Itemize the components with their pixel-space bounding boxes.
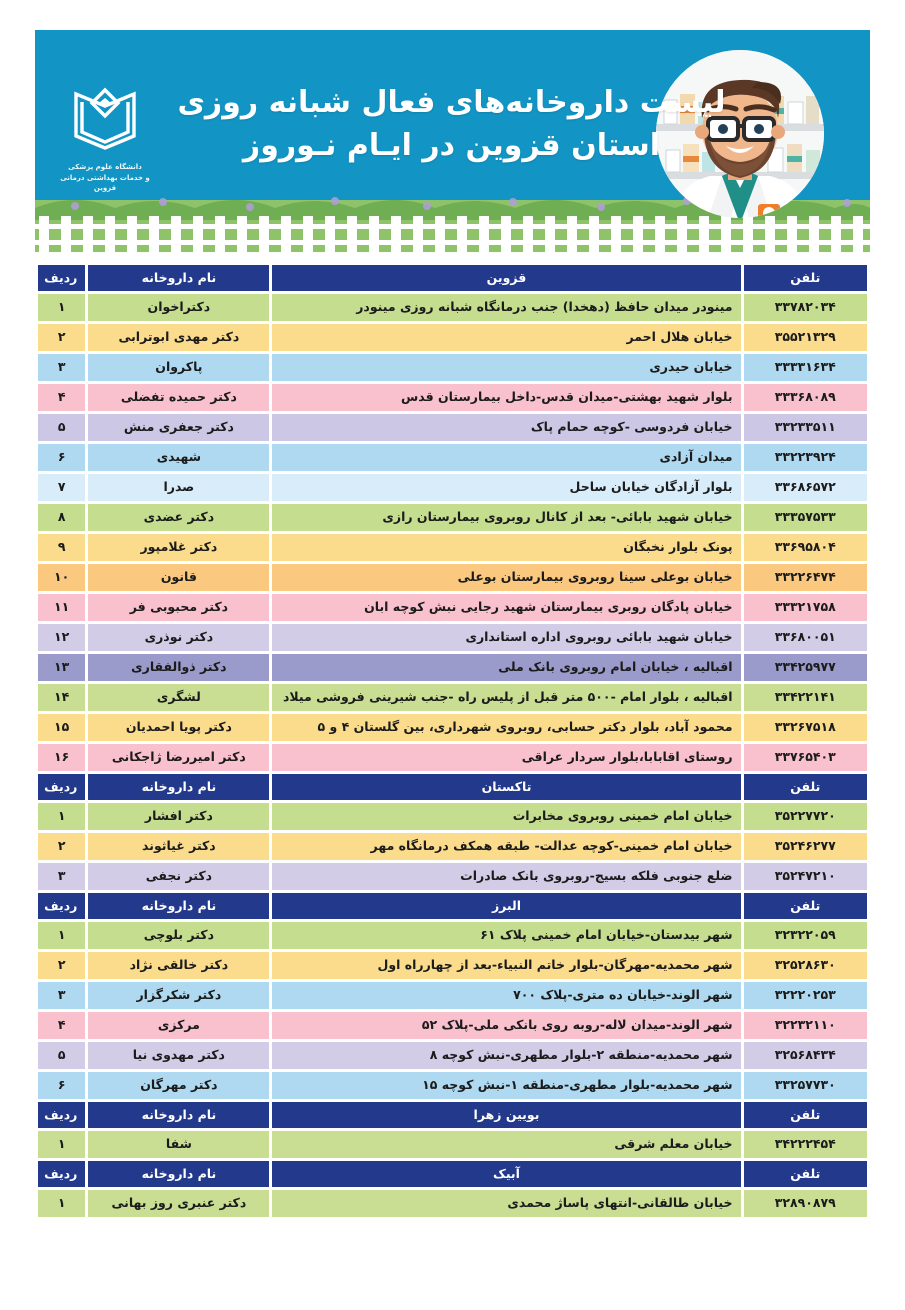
pharmacy-tables — [35, 262, 870, 1220]
cell-row-number: ۴ — [38, 1012, 85, 1039]
cell-pharmacy-name: دکتر نوذری — [88, 624, 269, 651]
university-logo — [57, 78, 153, 200]
column-header-name: نام داروخانه — [88, 774, 269, 800]
cell-pharmacy-name: دکتر شکرگزار — [88, 982, 269, 1009]
cell-pharmacy-name: شهیدی — [88, 444, 269, 471]
cell-address: شهر محمدیه-منطقه ۲-بلوار مطهری-نبش کوچه ۸ — [272, 1042, 740, 1069]
cell-address: خیابان معلم شرقی — [272, 1131, 740, 1158]
table-row[interactable] — [38, 803, 867, 830]
cell-phone: ۳۲۲۳۲۱۱۰ — [744, 1012, 867, 1039]
table-row[interactable] — [38, 833, 867, 860]
cell-row-number: ۴ — [38, 384, 85, 411]
table-row[interactable] — [38, 594, 867, 621]
section-city-title: قزوین — [272, 265, 740, 291]
cell-address: اقبالیه ، بلوار امام -۵۰۰ متر قبل از پلیس راه -جنب شیرینی فروشی میلاد — [272, 684, 740, 711]
table-row[interactable] — [38, 504, 867, 531]
cell-address: خیابان شهید بابائی روبروی اداره استانداری — [272, 624, 740, 651]
cell-pharmacy-name: دکتر امیررضا ژاجکانی — [88, 744, 269, 771]
table-row[interactable] — [38, 654, 867, 681]
table-row[interactable] — [38, 444, 867, 471]
cell-address: روستای اقابابا،بلوار سردار عراقی — [272, 744, 740, 771]
table-row[interactable] — [38, 384, 867, 411]
cell-address: خیابان طالقانی-انتهای پاساژ محمدی — [272, 1190, 740, 1217]
table-row[interactable] — [38, 714, 867, 741]
university-logo-caption: دانشگاه علوم پزشکی و خدمات بهداشتی درمانی قزوین — [60, 163, 150, 192]
cell-address: خیابان شهید بابائی- بعد از کانال روبروی بیمارستان رازی — [272, 504, 740, 531]
cell-row-number: ۱ — [38, 294, 85, 321]
cell-phone: ۳۳۳۲۱۷۵۸ — [744, 594, 867, 621]
infographic-page — [0, 30, 905, 1310]
column-header-tel: تلفن — [744, 893, 867, 919]
table-row[interactable] — [38, 474, 867, 501]
cell-pharmacy-name: دکتر بلوچی — [88, 922, 269, 949]
cell-phone: ۳۲۵۶۸۴۳۴ — [744, 1042, 867, 1069]
cell-address: شهر محمدیه-بلوار مطهری-منطقه ۱-نبش کوچه ۱۵ — [272, 1072, 740, 1099]
header-banner — [35, 30, 870, 252]
section-header-row — [38, 265, 867, 291]
cell-address: شهر محمدیه-مهرگان-بلوار خاتم النبیاء-بعد از چهارراه اول — [272, 952, 740, 979]
cell-row-number: ۹ — [38, 534, 85, 561]
column-header-tel: تلفن — [744, 774, 867, 800]
cell-address: ضلع جنوبی فلکه بسیج-روبروی بانک صادرات — [272, 863, 740, 890]
cell-address: بلوار شهید بهشتی-میدان قدس-داخل بیمارستان قدس — [272, 384, 740, 411]
cell-row-number: ۳ — [38, 982, 85, 1009]
cell-phone: ۳۳۴۲۲۱۴۱ — [744, 684, 867, 711]
cell-address: خیابان هلال احمر — [272, 324, 740, 351]
cell-pharmacy-name: دکتر نجفی — [88, 863, 269, 890]
cell-phone: ۳۳۲۶۷۵۱۸ — [744, 714, 867, 741]
cell-address: پونک بلوار نخبگان — [272, 534, 740, 561]
cell-phone: ۳۳۶۸۶۵۷۲ — [744, 474, 867, 501]
cell-phone: ۳۲۲۲۰۲۵۳ — [744, 982, 867, 1009]
cell-address: محمود آباد، بلوار دکتر حسابی، روبروی شهرداری، بین گلستان ۴ و ۵ — [272, 714, 740, 741]
cell-pharmacy-name: دکتر پویا احمدیان — [88, 714, 269, 741]
cell-phone: ۳۳۶۸۰۰۵۱ — [744, 624, 867, 651]
cell-pharmacy-name: دکتر غلامپور — [88, 534, 269, 561]
cell-pharmacy-name: دکتر عنبری روز بهانی — [88, 1190, 269, 1217]
cell-pharmacy-name: شفا — [88, 1131, 269, 1158]
cell-address: خیابان امام خمینی-کوچه عدالت- طبقه همکف درمانگاه مهر — [272, 833, 740, 860]
cell-pharmacy-name: دکتر جعفری منش — [88, 414, 269, 441]
table-row[interactable] — [38, 1012, 867, 1039]
section-city-title: البرز — [272, 893, 740, 919]
cell-address: میدان آزادی — [272, 444, 740, 471]
section-header-row — [38, 1161, 867, 1187]
table-row[interactable] — [38, 982, 867, 1009]
cell-row-number: ۵ — [38, 1042, 85, 1069]
cell-row-number: ۶ — [38, 1072, 85, 1099]
cell-row-number: ۷ — [38, 474, 85, 501]
cell-row-number: ۸ — [38, 504, 85, 531]
cell-pharmacy-name: دکتر مهرگان — [88, 1072, 269, 1099]
cell-phone: ۳۳۳۳۱۶۳۴ — [744, 354, 867, 381]
cell-phone: ۳۲۸۹۰۸۷۹ — [744, 1190, 867, 1217]
cell-row-number: ۱ — [38, 922, 85, 949]
column-header-name: نام داروخانه — [88, 1102, 269, 1128]
cell-pharmacy-name: دکتر خالقی نژاد — [88, 952, 269, 979]
cell-pharmacy-name: دکتر محبوبی فر — [88, 594, 269, 621]
table-row[interactable] — [38, 1042, 867, 1069]
cell-address: خیابان پادگان روبری بیمارستان شهید رجایی نبش کوچه ابان — [272, 594, 740, 621]
pharmacy-table-body — [38, 265, 867, 1217]
cell-address: خیابان حیدری — [272, 354, 740, 381]
cell-row-number: ۲ — [38, 952, 85, 979]
column-header-name: نام داروخانه — [88, 265, 269, 291]
cell-phone: ۳۳۲۲۶۴۷۴ — [744, 564, 867, 591]
section-header-row — [38, 893, 867, 919]
cell-row-number: ۵ — [38, 414, 85, 441]
cell-phone: ۳۵۲۲۷۷۲۰ — [744, 803, 867, 830]
cell-phone: ۳۳۳۵۷۵۳۳ — [744, 504, 867, 531]
cell-pharmacy-name: دکتر عضدی — [88, 504, 269, 531]
cell-phone: ۳۳۲۵۷۷۳۰ — [744, 1072, 867, 1099]
cell-row-number: ۱۱ — [38, 594, 85, 621]
column-header-tel: تلفن — [744, 265, 867, 291]
table-row[interactable] — [38, 414, 867, 441]
cell-row-number: ۱۶ — [38, 744, 85, 771]
cell-address: خیابان فردوسی -کوچه حمام پاک — [272, 414, 740, 441]
section-header-row — [38, 1102, 867, 1128]
table-row[interactable] — [38, 564, 867, 591]
table-row[interactable] — [38, 534, 867, 561]
cell-row-number: ۱ — [38, 803, 85, 830]
section-city-title: بویین زهرا — [272, 1102, 740, 1128]
table-row[interactable] — [38, 922, 867, 949]
cell-row-number: ۱ — [38, 1131, 85, 1158]
cell-phone: ۳۳۷۶۵۴۰۳ — [744, 744, 867, 771]
cell-phone: ۳۵۲۴۷۲۱۰ — [744, 863, 867, 890]
cell-address: مینودر میدان حافظ (دهخدا) جنب درمانگاه شبانه روزی مینودر — [272, 294, 740, 321]
cell-phone: ۳۳۴۲۵۹۷۷ — [744, 654, 867, 681]
banner-title-line-2: استان قزوین در ایـام نـوروز — [242, 127, 661, 163]
cell-pharmacy-name: قانون — [88, 564, 269, 591]
cell-row-number: ۲ — [38, 324, 85, 351]
cell-address: بلوار آزادگان خیابان ساحل — [272, 474, 740, 501]
column-header-tel: تلفن — [744, 1161, 867, 1187]
table-row[interactable] — [38, 1131, 867, 1158]
column-header-name: نام داروخانه — [88, 1161, 269, 1187]
cell-phone: ۳۳۳۶۸۰۸۹ — [744, 384, 867, 411]
cell-pharmacy-name: دکتر غیاثوند — [88, 833, 269, 860]
cell-phone: ۳۲۳۲۲۰۵۹ — [744, 922, 867, 949]
cell-row-number: ۱۴ — [38, 684, 85, 711]
cell-row-number: ۱۳ — [38, 654, 85, 681]
cell-pharmacy-name: مرکزی — [88, 1012, 269, 1039]
table-row[interactable] — [38, 684, 867, 711]
cell-address: شهر الوند-میدان لاله-روبه روی بانکی ملی-پلاک ۵۲ — [272, 1012, 740, 1039]
cell-pharmacy-name: دکتراخوان — [88, 294, 269, 321]
banner-title — [163, 82, 740, 167]
cell-pharmacy-name: دکتر ذوالفقاری — [88, 654, 269, 681]
table-row[interactable] — [38, 324, 867, 351]
cell-row-number: ۱ — [38, 1190, 85, 1217]
cell-address: خیابان بوعلی سینا روبروی بیمارستان بوعلی — [272, 564, 740, 591]
cell-row-number: ۱۵ — [38, 714, 85, 741]
pharmacy-table — [35, 262, 870, 1220]
cell-phone: ۳۵۲۴۶۲۷۷ — [744, 833, 867, 860]
cell-address: اقبالیه ، خیابان امام روبروی بانک ملی — [272, 654, 740, 681]
section-city-title: آبیک — [272, 1161, 740, 1187]
column-header-radif: ردیف — [38, 774, 85, 800]
cell-row-number: ۱۲ — [38, 624, 85, 651]
table-row[interactable] — [38, 354, 867, 381]
cell-address: شهر بیدستان-خیابان امام خمینی پلاک ۶۱ — [272, 922, 740, 949]
cell-phone: ۳۳۲۳۳۵۱۱ — [744, 414, 867, 441]
column-header-radif: ردیف — [38, 893, 85, 919]
cell-pharmacy-name: دکتر حمیده تفضلی — [88, 384, 269, 411]
table-row[interactable] — [38, 863, 867, 890]
cell-phone: ۳۵۵۲۱۳۲۹ — [744, 324, 867, 351]
cell-address: شهر الوند-خیابان ده متری-پلاک ۷۰۰ — [272, 982, 740, 1009]
cell-phone: ۳۳۶۹۵۸۰۴ — [744, 534, 867, 561]
cell-row-number: ۲ — [38, 833, 85, 860]
cell-phone: ۳۳۲۲۳۹۲۴ — [744, 444, 867, 471]
cell-pharmacy-name: دکتر مهدی ابوترابی — [88, 324, 269, 351]
cell-pharmacy-name: دکتر مهدوی نیا — [88, 1042, 269, 1069]
column-header-radif: ردیف — [38, 1102, 85, 1128]
cell-pharmacy-name: پاکروان — [88, 354, 269, 381]
table-row[interactable] — [38, 1072, 867, 1099]
section-city-title: تاکستان — [272, 774, 740, 800]
cell-row-number: ۶ — [38, 444, 85, 471]
cell-pharmacy-name: دکتر افشار — [88, 803, 269, 830]
cell-phone: ۳۲۵۲۸۶۳۰ — [744, 952, 867, 979]
cell-pharmacy-name: صدرا — [88, 474, 269, 501]
banner-title-line-1: لیست داروخانه‌های فعال شبانه روزی — [177, 85, 726, 120]
section-header-row — [38, 774, 867, 800]
table-row[interactable] — [38, 1190, 867, 1217]
table-row[interactable] — [38, 744, 867, 771]
cell-row-number: ۱۰ — [38, 564, 85, 591]
column-header-tel: تلفن — [744, 1102, 867, 1128]
cell-phone: ۳۳۷۸۲۰۳۴ — [744, 294, 867, 321]
cell-pharmacy-name: لشگری — [88, 684, 269, 711]
university-logo-icon — [68, 78, 142, 158]
table-row[interactable] — [38, 952, 867, 979]
cell-phone: ۳۴۲۲۲۴۵۴ — [744, 1131, 867, 1158]
column-header-name: نام داروخانه — [88, 893, 269, 919]
column-header-radif: ردیف — [38, 1161, 85, 1187]
cell-address: خیابان امام خمینی روبروی مخابرات — [272, 803, 740, 830]
table-row[interactable] — [38, 294, 867, 321]
cell-row-number: ۳ — [38, 863, 85, 890]
cell-row-number: ۳ — [38, 354, 85, 381]
column-header-radif: ردیف — [38, 265, 85, 291]
table-row[interactable] — [38, 624, 867, 651]
